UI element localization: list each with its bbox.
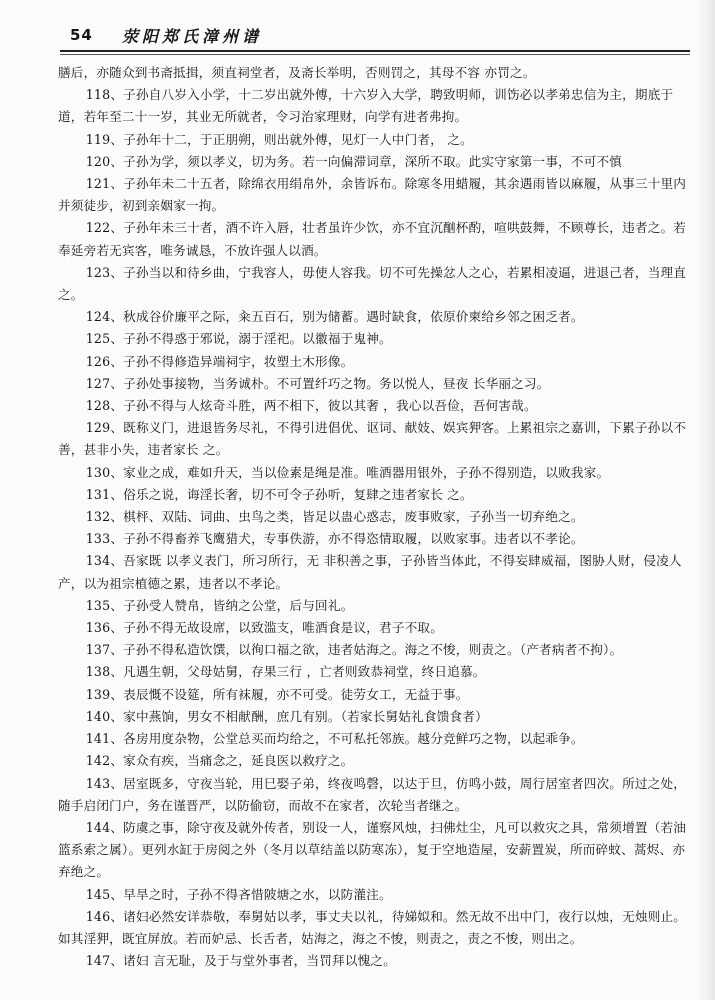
paragraph: 132、棋枰、双陆、词曲、虫鸟之类，皆足以蛊心惑志，废事败家，子孙当一切弃绝之。 bbox=[85, 509, 584, 525]
paragraph: 118、子孙自八岁入小学，十二岁出就外傅，十六岁入大学，聘致明师，训饬必以孝弟忠信为主，期底于道，若年至二十一岁，其业无所就者，令习治家理财，向学有进者弗拘。 bbox=[58, 87, 674, 125]
paragraph: 125、子孙不得惑于邪说，溺于淫祀。以徽福于鬼神。 bbox=[85, 331, 392, 347]
paragraph: 133、子孙不得畜养飞鹰猎犬，专事佚游，亦不得恣情取履，以败家事。违者以不孝论。 bbox=[85, 531, 584, 547]
paragraph: 146、诸妇必然安详恭敬，奉舅姑以孝，事丈夫以礼，待娣姒和。然无故不出中门，夜行以烛，无烛则止。如其淫狎，既宜屏放。若而妒忌、长舌者，姑海之，海之不悛，则责之，责之不悛，则出之。 bbox=[58, 908, 687, 946]
book-title: 荥阳郑氏漳州谱 bbox=[122, 27, 263, 46]
paragraph: 123、子孙当以和待乡曲，宁我容人，毋使人容我。切不可先操忿人之心，若累相凌逼，进退己者，当理直之。 bbox=[58, 264, 687, 303]
paragraph: 121、子孙年未二十五者，除绵衣用绢帛外，余皆诉布。除寒冬用蜡履，其余遇雨皆以麻履，从事三十里内并须徒步，初到亲姻家一拘。 bbox=[58, 176, 687, 214]
paragraph: 122、子孙年未三十者，酒不许入唇，壮者虽许少饮，亦不宜沉酗杯酌，喧哄鼓舞，不顾尊长，违者之。若奉延旁若无宾客，唯务诚恳，不放许强人以酒。 bbox=[58, 220, 687, 258]
paragraph: 138、凡遇生朝，父母姑舅，存果三行 ，亡者则致恭祠堂，终日追慕。 bbox=[85, 664, 486, 680]
paragraph: 139、表辰慨不设筵，所有袜履，亦不可受。徒劳女工，无益于事。 bbox=[85, 686, 469, 702]
paragraph: 131、俗乐之说，诲淫长奢，切不可令子孙听，复肆之违者家长 之。 bbox=[85, 486, 473, 502]
paragraph: 119、子孙年十二，于正朋朔，则出就外傅，见灯一人中门者， 之。 bbox=[85, 131, 473, 147]
paragraph: 144、防虞之事，除守夜及就外传者，别设一人，谨察风烛，扫佛灶尘，凡可以救灾之具，常须增置（若油篮系索之属）。更列水缸于房阅之外（冬月以草结盖以防寒冻），复于空地造屋，安薪置炭，所而碎蚊、蒿烬、亦弃绝之。 bbox=[58, 819, 687, 880]
paragraph: 130、家业之成，难如升天，当以俭素是绳是准。唯酒器用银外，子孙不得别造，以败我家。 bbox=[85, 464, 610, 480]
paragraph: 137、子孙不得私造饮馔，以徇口福之欲，违者姑海之。海之不悛，则责之。（产者病者不拘）。 bbox=[85, 642, 623, 658]
paragraph: 128、子孙不得与人炫奇斗胜，两不相下，彼以其奢 ，我心以吾俭，吾何害哉。 bbox=[85, 398, 537, 414]
header-rule-thin bbox=[60, 54, 690, 55]
paragraph: 127、子孙处事接物，当务诚朴。不可置纤巧之物。务以悦人，昼夜 长华丽之习。 bbox=[85, 375, 550, 391]
paragraph: 147、诸妇 言无耻，及于与堂外事者，当罚拜以愧之。 bbox=[85, 953, 397, 969]
page-number: 54 bbox=[70, 26, 93, 44]
paragraph: 129、既称义门，进退皆务尽礼，不得引进倡优、讴词、献妓、娱宾狎客。上累祖宗之嘉训，下累子孙以不善，甚非小失，违者家长 之。 bbox=[58, 420, 687, 458]
paragraph: 136、子孙不得无故设席，以致滥支，唯酒食是议，君子不取。 bbox=[85, 620, 443, 636]
paragraph: 135、子孙受人赞帛，皆纳之公堂，后与回礼。 bbox=[85, 597, 354, 613]
paragraph: 141、各房用度杂物，公堂总买而均给之，不可私托邻族。越分竞鲜巧之物，以起乖争。 bbox=[85, 731, 584, 747]
paragraph: 145、早旱之时，子孙不得吝惜陂塘之水，以防灌注。 bbox=[85, 886, 392, 902]
paragraph: 140、家中燕饷，男女不相献酬，庶几有别。（若家长舅姑礼食馈食者） bbox=[85, 708, 488, 724]
paragraph: 142、家众有疾，当痛念之，延良医以救疗之。 bbox=[85, 753, 354, 769]
paragraph: 134、吾家既 以孝义表门，所习所行，无 非积善之事，子孙皆当体此，不得妄肆威福，图胁人财，侵凌人产，以为祖宗植德之累，违者以不孝论。 bbox=[58, 553, 682, 591]
document-body bbox=[58, 62, 690, 972]
paragraph: 143、居室既多，守夜当轮，用巳娶子弟，终夜鸣磬，以达于旦，仿鸣小鼓，周行居室者四次。所过之处，随手启闭门户，务在谨晋严，以防偷窃，而故不在家者，次轮当者继之。 bbox=[58, 775, 687, 813]
paragraph: 124、秋成谷价廉平之际，籴五百石，别为储蓄。遇时缺食，依原价柬给乡邻之困乏者。 bbox=[85, 309, 584, 325]
page-edge-shadow bbox=[697, 0, 715, 1000]
paragraph: 膳后，亦随众到书斋抵揖，须直祠堂者，及斋长举明，否则罚之，其母不容 亦罚之。 bbox=[58, 65, 536, 80]
page-header bbox=[40, 12, 680, 50]
paragraph: 126、子孙不得修造异端祠宇，妆塑土木形像。 bbox=[85, 353, 354, 369]
header-rule bbox=[60, 50, 690, 52]
paragraph: 120、子孙为学，须以孝义，切为务。若一向偏滞词章，深所不取。此实守家第一事，不可不慎 bbox=[85, 153, 623, 169]
